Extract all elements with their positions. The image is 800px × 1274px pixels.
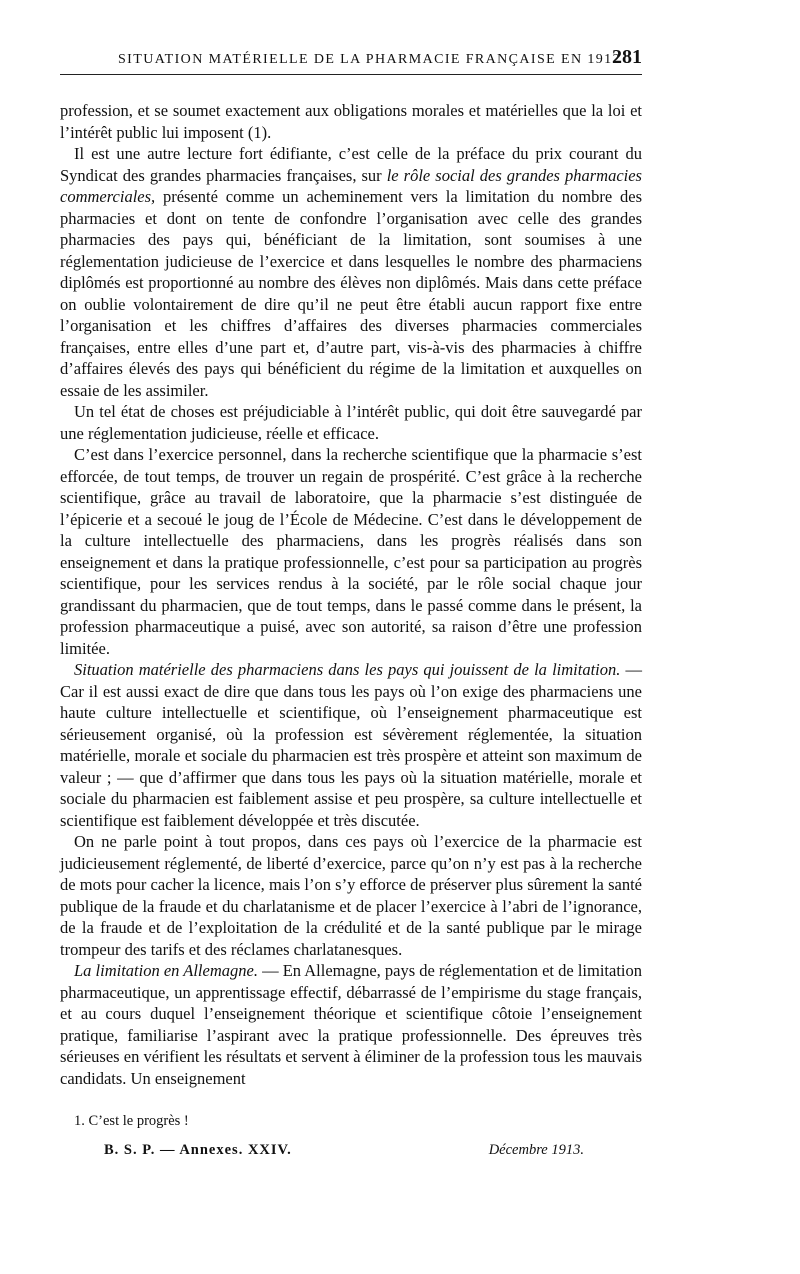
footer-journal-ref: B. S. P. — Annexes. XXIV. — [104, 1142, 292, 1158]
paragraph-1: profession, et se soumet exactement aux obligations morales et matérielles que la loi et l’intérêt public lui imposent (1). — [60, 101, 642, 142]
footnote: 1. C’est le progrès ! — [74, 1113, 189, 1129]
paragraph-7: La limitation en Allemagne. — En Allemagne, pays de réglementation et de limitation pharmaceutique, un apprentissage effectif, débarrassé de l’empirisme du stage français, et au cours duquel l’enseignement théorique et scientifique côtoie l’enseignement pratique, familiarise l’aspirant avec la pratique professionnelle. Des épreuves très sérieuses en vérifient les résultats et servent à éliminer de la profession tous les mauvais candidats. Un enseignement — [60, 961, 642, 1088]
page-header — [60, 44, 642, 75]
page-number: 281 — [612, 46, 642, 68]
body-text — [60, 100, 642, 1089]
paragraph-6: On ne parle point à tout propos, dans ces pays où l’exercice de la pharmacie est judicieusement réglementé, de liberté d’exercice, parce qu’on n’y est pas à la recherche de mots pour cacher la licence, mais l’on s’y efforce de préserver plus sûrement la santé publique de la fraude et du charlatanisme et de placer l’exercice à l’abri de l’ignorance, de la fraude et de l’exploitation de la crédulité et de la santé publique par le mirage trompeur des tarifs et des réclames charlatanesques. — [60, 832, 642, 959]
section-heading: La limitation en Allemagne. — [74, 961, 258, 980]
paragraph-4: C’est dans l’exercice personnel, dans la recherche scientifique que la pharmacie s’est efforcée, de tout temps, de trouver un regain de prospérité. C’est grâce à la recherche scientifique, grâce au travail de laboratoire, que la pharmacie s’est distinguée de l’épicerie et a secoué le joug de l’École de Médecine. C’est dans le développement de la culture intellectuelle des pharmaciens, dans les progrès réalisés dans son enseignement et dans la pratique professionnelle, c’est pour sa participation au progrès scientifique, pour les services rendus à la société, par le rôle social chaque jour grandissant du pharmacien, que de tout temps, dans le passé comme dans le présent, la profession pharmaceutique a puisé, avec son autorité, sa raison d’être une profession limitée. — [60, 445, 642, 658]
paragraph-2: Il est une autre lecture fort édifiante, c’est celle de la préface du prix courant du Syndicat des grandes pharmacies françaises, sur le rôle social des grandes pharmacies commerciales, présenté comme un acheminement vers la limitation du nombre des pharmacies et dont on tente de confondre l’organisation avec celle des grandes pharmacies des pays qui, bénéficiant de la limitation, sont soumises à une réglementation judicieuse de l’exercice et dans lesquelles le nombre des pharmaciens diplômés est proportionné au nombre des élèves non diplômés. Mais dans cette préface on oublie volontairement de dire qu’il ne peut être établi aucun rapport fixe entre l’organisation et les chiffres d’affaires des diverses pharmacies commerciales françaises, entre elles d’une part et, d’autre part, vis-à-vis des pharmacies à chiffre d’affaires élevés des pays qui bénéficient du régime de la limitation et auxquelles on essaie de les assimiler. — [60, 144, 642, 400]
paragraph-3: Un tel état de choses est préjudiciable à l’intérêt public, qui doit être sauvegardé par une réglementation judicieuse, réelle et efficace. — [60, 402, 642, 443]
running-head: SITUATION MATÉRIELLE DE LA PHARMACIE FRANÇAISE EN 1912 — [118, 52, 621, 67]
paragraph-5: Situation matérielle des pharmaciens dans les pays qui jouissent de la limitation. — Car il est aussi exact de dire que dans tous les pays où l’on exige des pharmaciens une haute culture intellectuelle et scientifique, où l’enseignement pharmaceutique est sérieusement organisé, où la profession est sévèrement réglementée, la situation matérielle, morale et sociale du pharmacien est très prospère et atteint son maximum de valeur ; — que d’affirmer que dans tous les pays où la situation matérielle, morale et sociale du pharmacien est faiblement assise et peu prospère, sa culture intellectuelle et scientifique est faiblement développée et très discutée. — [60, 660, 643, 830]
footer-date: Décembre 1913. — [488, 1142, 584, 1158]
section-heading: Situation matérielle des pharmaciens dans les pays qui jouissent de la limitation. — [74, 660, 621, 679]
italic-phrase: le rôle social des grandes pharmacies commerciales, — [60, 165, 642, 206]
